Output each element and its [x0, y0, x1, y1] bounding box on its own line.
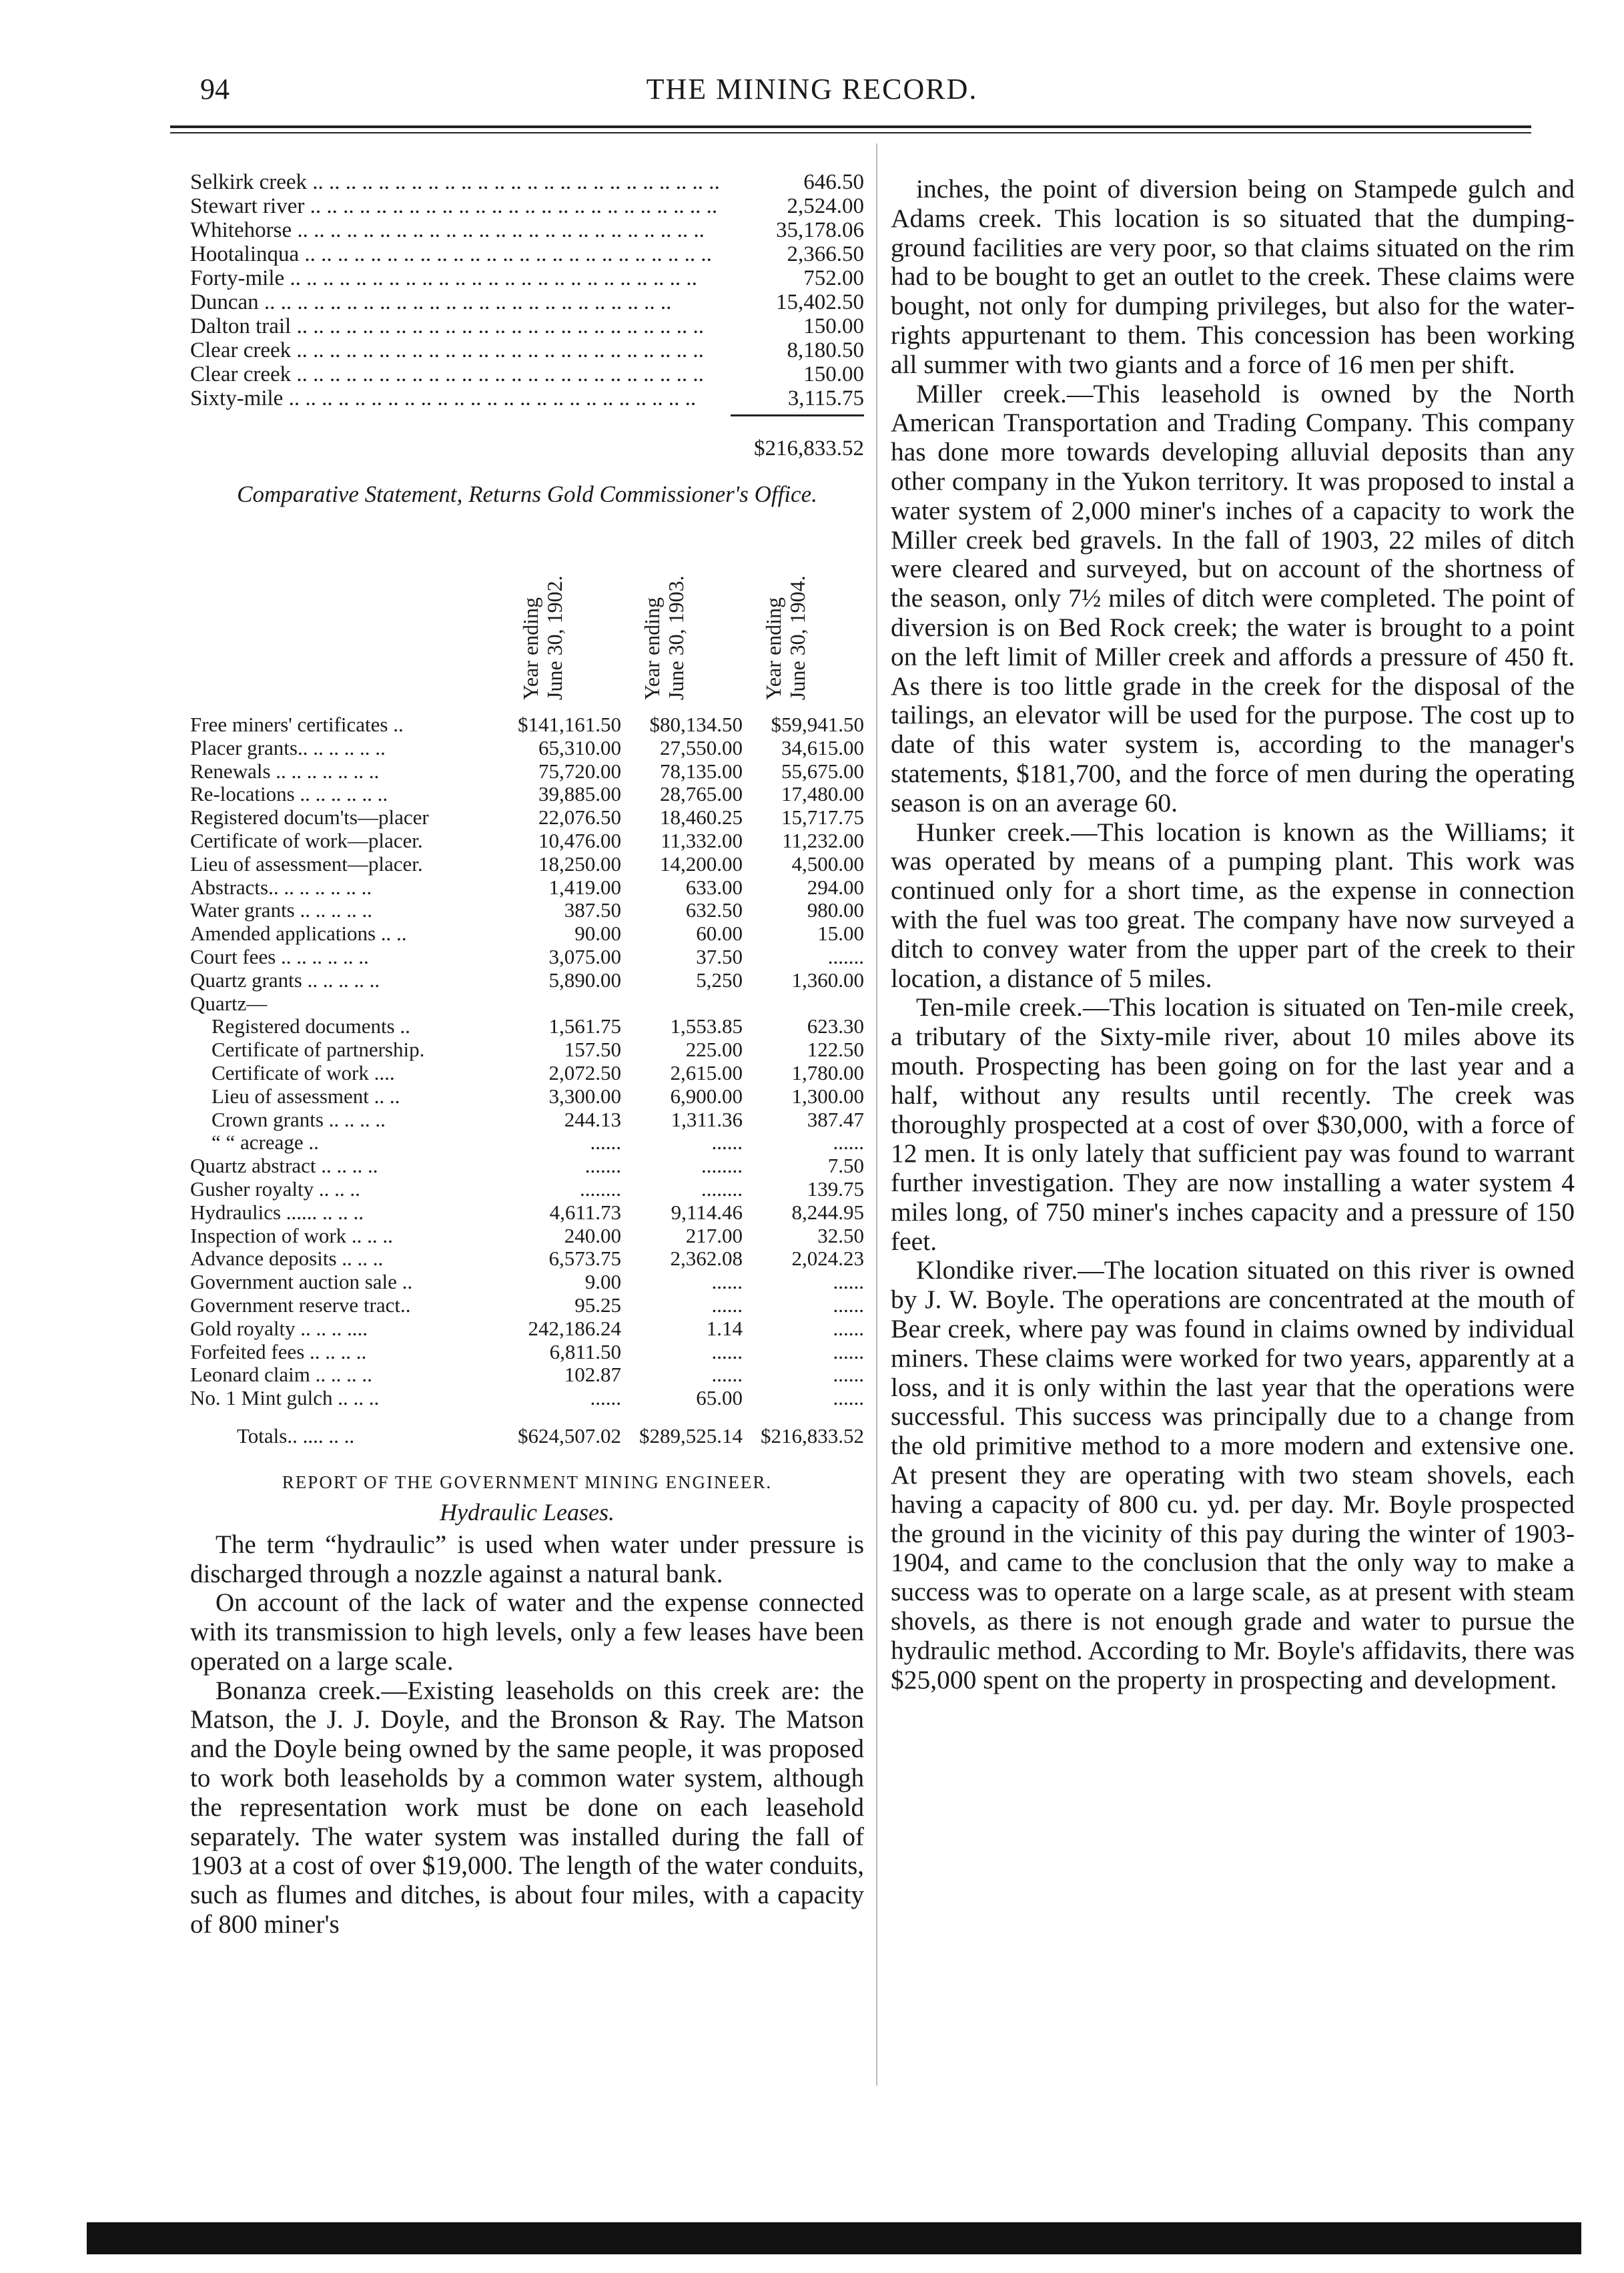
row-label: Amended applications .. .. — [190, 922, 407, 946]
row-value: 7.50 — [827, 1154, 864, 1178]
row-label: Renewals .. .. .. .. .. .. .. — [190, 759, 380, 783]
row-value: 1,311.36 — [671, 1107, 743, 1131]
row-value: 2,072.50 — [548, 1060, 621, 1084]
row-label: “ “ acreage .. — [212, 1131, 319, 1155]
table-row — [190, 760, 864, 783]
row-value: ...... — [833, 1293, 864, 1317]
row-value: ...... — [590, 1386, 621, 1410]
row-value: 6,900.00 — [670, 1084, 743, 1108]
row-value: 22,076.50 — [538, 805, 621, 830]
district-row — [190, 194, 864, 218]
row-value: ...... — [833, 1130, 864, 1155]
row-label: Certificate of work—placer. — [190, 829, 423, 852]
column-header-1904: Year ending June 30, 1904. — [761, 575, 809, 700]
district-name: Forty-mile .. .. — [190, 266, 744, 290]
row-label: Certificate of work .... — [212, 1061, 395, 1084]
row-value: 294.00 — [807, 875, 864, 899]
paragraph: The term “hydraulic” is used when water under pressure is discharged through a nozzle against a natural bank. — [190, 1530, 864, 1588]
table-row — [190, 992, 864, 1016]
left-column — [190, 170, 864, 1939]
row-label: Water grants .. .. .. .. .. — [190, 899, 372, 922]
table-row — [190, 830, 864, 853]
table-row — [190, 1201, 864, 1225]
row-value: 60.00 — [696, 922, 743, 946]
row-value: 4,611.73 — [549, 1200, 621, 1224]
row-label: Abstracts.. .. .. .. .. .. .. — [190, 876, 372, 899]
table-row — [190, 1178, 864, 1201]
table-row — [190, 713, 864, 737]
table-row — [190, 1247, 864, 1271]
district-value: 752.00 — [803, 266, 864, 290]
row-value: 65,310.00 — [538, 735, 621, 759]
total-1904: $216,833.52 — [761, 1423, 864, 1447]
row-value: 39,885.00 — [538, 782, 621, 806]
row-value: 217.00 — [685, 1223, 743, 1247]
row-value: 6,811.50 — [549, 1339, 621, 1363]
row-label: Hydraulics ...... .. .. .. — [190, 1201, 364, 1224]
row-value: ...... — [590, 1130, 621, 1155]
paragraph: Ten-mile creek.—This location is situated on Ten-mile creek, a tributary of the Sixty-mile river, about 10 miles above its mouth. Prospecting has been going on for the last year and a half, without any results until recently. The creek was thoroughly prospected at a cost of over $30,000, with a force of 12 men. It is only lately that sufficient pay was found to warrant further investigation. They are now installing a water system 4 miles long, of 750 miner's inches capacity and a pressure of 150 feet. — [891, 992, 1575, 1256]
row-value: 55,675.00 — [781, 759, 864, 783]
row-value: ....... — [827, 944, 864, 968]
table-row — [190, 922, 864, 946]
row-label: Gold royalty .. .. .. .... — [190, 1317, 368, 1340]
row-value: 139.75 — [807, 1177, 864, 1201]
table-row — [190, 783, 864, 806]
total-1902: $624,507.02 — [518, 1423, 621, 1447]
row-value — [743, 992, 864, 1016]
row-label: Forfeited fees .. .. .. .. — [190, 1340, 367, 1363]
row-value: 2,615.00 — [670, 1060, 743, 1084]
header-rule-thin — [170, 132, 1531, 133]
table-row — [190, 899, 864, 922]
row-value: ....... — [584, 1154, 621, 1178]
table-row — [190, 1038, 864, 1062]
row-value: $59,941.50 — [771, 713, 864, 736]
table-row — [190, 1015, 864, 1038]
row-value: 4,500.00 — [791, 852, 864, 876]
paragraph: On account of the lack of water and the expense connected with its transmission to high levels, only a few leases have been operated on a large scale. — [190, 1588, 864, 1676]
district-name: Sixty-mile .. .. — [190, 386, 744, 410]
row-label: Lieu of assessment .. .. — [212, 1084, 400, 1108]
district-row — [190, 242, 864, 266]
row-label: Registered documents .. — [212, 1015, 410, 1038]
row-value: 122.50 — [807, 1038, 864, 1062]
row-label: Advance deposits .. .. .. — [190, 1247, 384, 1271]
district-list — [190, 170, 864, 410]
table-row — [190, 1387, 864, 1410]
table-row — [190, 969, 864, 992]
paragraph: Klondike river.—The location situated on this river is owned by J. W. Boyle. The operations are concentrated at the mouth of Bear creek, where pay was found in claims owned by individual miners. These claims were worked for two years, apparently at a loss, and it is only within the last year that the operations were successful. This success was principally due to a change from the old primitive method to a more modern and extensive one. At present they are operating with two steam shovels, each having a capacity of 800 cu. yd. per day. Mr. Boyle prospected the ground in the vicinity of this pay during the winter of 1903-1904, and came to the conclusion that the only way to make a success was to operate on a large scale, as at present with steam shovels, as there is not enough grade and water to pursue the hydraulic method. According to Mr. Boyle's affidavits, there was $25,000 spent on the property in prospecting and development. — [891, 1255, 1575, 1694]
district-value: 2,366.50 — [787, 242, 864, 266]
row-value: 1,553.85 — [670, 1014, 743, 1038]
table-row — [190, 1131, 864, 1155]
row-label: No. 1 Mint gulch .. .. .. — [190, 1387, 380, 1410]
row-value: 1,561.75 — [548, 1014, 621, 1038]
row-value: 387.47 — [807, 1107, 864, 1131]
row-value: 2,024.23 — [791, 1247, 864, 1271]
row-value: 9,114.46 — [671, 1200, 743, 1224]
row-value: ...... — [833, 1386, 864, 1410]
table-row — [190, 737, 864, 760]
row-value: 2,362.08 — [670, 1247, 743, 1271]
district-name: Dalton trail .. .. — [190, 314, 744, 338]
row-value: 18,250.00 — [538, 852, 621, 876]
row-label: Certificate of partnership. — [212, 1038, 425, 1062]
row-value: 90.00 — [574, 922, 621, 946]
row-value: 3,300.00 — [548, 1084, 621, 1108]
district-total: $216,833.52 — [754, 436, 864, 460]
left-body-text — [190, 1530, 864, 1939]
row-label: Government auction sale .. — [190, 1271, 413, 1294]
district-value: 646.50 — [803, 170, 864, 194]
row-value: 75,720.00 — [538, 759, 621, 783]
bottom-border-bar — [87, 2222, 1581, 2254]
row-label: Crown grants .. .. .. .. — [212, 1108, 386, 1131]
row-label: Inspection of work .. .. .. — [190, 1224, 393, 1247]
table-row — [190, 1108, 864, 1132]
row-value: 14,200.00 — [660, 852, 743, 876]
right-column — [891, 175, 1575, 1694]
row-label: Leonard claim .. .. .. .. — [190, 1363, 372, 1387]
row-value: 1.14 — [706, 1316, 743, 1340]
district-name: Whitehorse .. .. — [190, 218, 744, 242]
district-value: 3,115.75 — [787, 386, 864, 410]
row-value: ........ — [701, 1177, 743, 1201]
row-value: ...... — [833, 1363, 864, 1387]
row-value: ...... — [711, 1130, 743, 1155]
row-value: 632.50 — [685, 898, 743, 922]
column-divider — [876, 143, 877, 2085]
totals-label: Totals.. .... .. .. — [237, 1424, 355, 1447]
row-value: 95.25 — [574, 1293, 621, 1317]
district-value: 150.00 — [803, 314, 864, 338]
row-value: $80,134.50 — [649, 713, 743, 736]
row-value: 1,360.00 — [791, 968, 864, 992]
district-row — [190, 170, 864, 194]
district-name: Duncan .. .. — [190, 290, 744, 314]
section-subtitle: Hydraulic Leases. — [440, 1498, 615, 1526]
row-value: 1,300.00 — [791, 1084, 864, 1108]
row-value — [621, 992, 743, 1016]
table-row — [190, 1271, 864, 1294]
row-value: 8,244.95 — [791, 1200, 864, 1224]
row-value: 37.50 — [696, 944, 743, 968]
row-value: 78,135.00 — [660, 759, 743, 783]
row-value: 17,480.00 — [781, 782, 864, 806]
table-row — [190, 1155, 864, 1178]
district-name: Clear creek .. .. — [190, 362, 744, 386]
paragraph: inches, the point of diversion being on Stampede gulch and Adams creek. This location is so situated that the dumping-ground facilities are very poor, so that claims situated on the rim had to be bought to get an outlet to the creek. These claims were bought, not only for dumping privileges, but also for the water-rights appurtenant to them. This concession has been working all summer with two giants and a force of 16 men per shift. — [891, 174, 1575, 379]
row-value: 387.50 — [564, 898, 621, 922]
row-value — [500, 992, 621, 1016]
row-label: Quartz— — [190, 992, 268, 1015]
row-value: 11,332.00 — [661, 828, 743, 852]
district-name: Hootalinqua .. .. — [190, 242, 744, 266]
district-row — [190, 218, 864, 242]
header-rule — [170, 125, 1531, 128]
row-label: Placer grants.. .. .. .. .. .. — [190, 736, 386, 759]
column-header-1903: Year ending June 30, 1903. — [640, 575, 688, 700]
district-row — [190, 386, 864, 410]
page-number: 94 — [200, 73, 230, 105]
row-value: 633.00 — [685, 875, 743, 899]
total-1903: $289,525.14 — [639, 1423, 743, 1447]
paragraph: Miller creek.—This leasehold is owned by the North American Transportation and Trading Company. This company has done more towards developing alluvial deposits than any other company in the Yukon territory. It was proposed to instal a water system of 2,000 miner's inches of a capacity to work the Miller creek bed gravels. In the fall of 1903, 22 miles of ditch were cleared and surveyed, but on account of the shortness of the season, only 7½ miles of ditch were completed. The point of diversion is on Bed Rock creek; the water is brought to a point on the left limit of Miller creek and affords a pressure of 450 ft. As there is too little grade in the creek for the disposal of the tailings, an elevator will be used for the purpose. The cost up to date of this water system is, according to the manager's statements, $181,700, and the force of men during the operating season is on an average 60. — [891, 378, 1575, 818]
district-row — [190, 266, 864, 290]
table-row — [190, 946, 864, 969]
table-row — [190, 1341, 864, 1364]
district-value: 35,178.06 — [776, 218, 864, 242]
row-value: 9.00 — [584, 1270, 621, 1294]
row-value: 157.50 — [564, 1038, 621, 1062]
row-label: Government reserve tract.. — [190, 1293, 411, 1317]
row-value: 5,890.00 — [548, 968, 621, 992]
row-value: ...... — [711, 1339, 743, 1363]
district-name: Clear creek .. .. — [190, 338, 744, 362]
table-row — [190, 806, 864, 830]
row-value: 980.00 — [807, 898, 864, 922]
table-row — [190, 876, 864, 900]
row-value: 244.13 — [564, 1107, 621, 1131]
section-title: REPORT OF THE GOVERNMENT MINING ENGINEER. — [282, 1472, 773, 1492]
district-row — [190, 362, 864, 386]
row-value: 65.00 — [696, 1386, 743, 1410]
district-name: Stewart river .. .. — [190, 194, 744, 218]
row-value: 15.00 — [817, 922, 864, 946]
row-value: 10,476.00 — [538, 828, 621, 852]
row-value: 623.30 — [807, 1014, 864, 1038]
totals-row — [190, 1425, 864, 1448]
row-value: 15,717.75 — [781, 805, 864, 830]
row-value: ........ — [580, 1177, 621, 1201]
row-label: Quartz abstract .. .. .. .. — [190, 1155, 378, 1178]
paragraph: Bonanza creek.—Existing leaseholds on this creek are: the Matson, the J. J. Doyle, and the Bronson & Ray. The Matson and the Doyle being owned by the same people, it was proposed to work both leaseholds by a common water system, although the representation work must be done on each leasehold separately. The water system was installed during the fall of 1903 at a cost of over $19,000. The length of the water conduits, such as flumes and ditches, is about four miles, with a capacity of 800 miner's — [190, 1676, 864, 1939]
row-value: 1,780.00 — [791, 1060, 864, 1084]
table-row — [190, 1363, 864, 1387]
district-value: 15,402.50 — [776, 290, 864, 314]
row-label: Court fees .. .. .. .. .. .. — [190, 945, 369, 968]
row-value: 34,615.00 — [781, 735, 864, 759]
row-value: ...... — [711, 1363, 743, 1387]
row-value: ...... — [711, 1270, 743, 1294]
row-value: 6,573.75 — [548, 1247, 621, 1271]
row-label: Registered docum'ts—placer — [190, 806, 429, 830]
row-value: 242,186.24 — [528, 1316, 621, 1340]
district-value: 2,524.00 — [787, 194, 864, 218]
row-value: 27,550.00 — [660, 735, 743, 759]
row-value: ........ — [701, 1154, 743, 1178]
row-label: Free miners' certificates .. — [190, 713, 404, 736]
district-row — [190, 314, 864, 338]
row-label: Gusher royalty .. .. .. — [190, 1177, 360, 1201]
row-value: 240.00 — [564, 1223, 621, 1247]
row-value: 28,765.00 — [660, 782, 743, 806]
row-value: 11,232.00 — [782, 828, 864, 852]
row-label: Quartz grants .. .. .. .. .. — [190, 968, 380, 992]
table-row — [190, 1062, 864, 1085]
district-row — [190, 290, 864, 314]
row-value: ...... — [833, 1316, 864, 1340]
row-label: Re-locations .. .. .. .. .. .. — [190, 783, 388, 806]
row-value: 3,075.00 — [548, 944, 621, 968]
comparative-table — [190, 713, 864, 1410]
row-value: 5,250 — [696, 968, 743, 992]
district-row — [190, 338, 864, 362]
table-row — [190, 1294, 864, 1317]
column-header-1902: Year ending June 30, 1902. — [518, 575, 566, 700]
row-value: 102.87 — [564, 1363, 621, 1387]
right-body-text — [891, 175, 1575, 1694]
table-row — [190, 1317, 864, 1341]
district-name: Selkirk creek .. .. — [190, 170, 744, 194]
table-row — [190, 1085, 864, 1108]
row-label: Lieu of assessment—placer. — [190, 852, 423, 876]
table-row — [190, 853, 864, 876]
district-value: 8,180.50 — [787, 338, 864, 362]
row-value: 225.00 — [685, 1038, 743, 1062]
row-value: $141,161.50 — [518, 713, 621, 736]
table-caption: Comparative Statement, Returns Gold Commissioner's Office. — [237, 481, 817, 507]
row-value: ...... — [833, 1270, 864, 1294]
table-row — [190, 1225, 864, 1248]
paragraph: Hunker creek.—This location is known as the Williams; it was operated by means of a pumping plant. This work was continued only for a short time, as the expense in connection with the fuel was too great. The company have now surveyed a ditch to convey water from the upper part of the creek to their location, a distance of 5 miles. — [891, 817, 1575, 993]
row-value: 18,460.25 — [660, 805, 743, 830]
row-value: 1,419.00 — [548, 875, 621, 899]
total-rule — [731, 414, 864, 416]
row-value: ...... — [833, 1339, 864, 1363]
row-value: 32.50 — [817, 1223, 864, 1247]
table-column-headers — [190, 520, 864, 700]
district-value: 150.00 — [803, 362, 864, 386]
row-value: ...... — [711, 1293, 743, 1317]
page-title: THE MINING RECORD. — [646, 73, 978, 105]
